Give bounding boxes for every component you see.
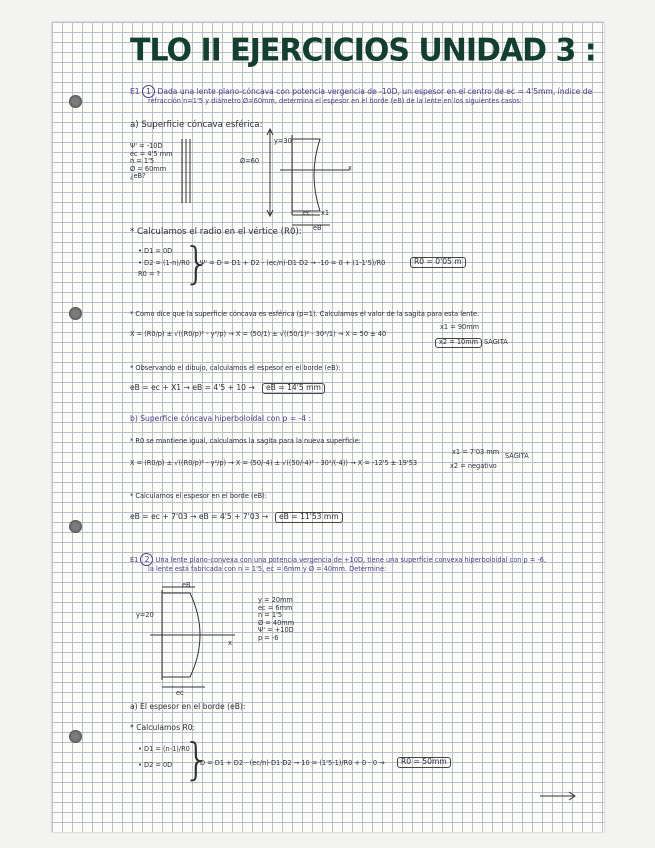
data-item: n = 1'5 xyxy=(258,611,283,620)
exercise-label: E1 xyxy=(130,556,139,564)
given-data-2 xyxy=(258,597,294,642)
list-item: • D1 = 0D xyxy=(138,247,173,255)
sketch-diameter-label: Ø=60 xyxy=(240,157,260,165)
sketch-y-label: y=20 xyxy=(136,611,154,619)
sketch-eb-label: eB xyxy=(313,224,322,232)
data-item: Ψ' = -10D xyxy=(130,142,163,150)
radius-heading-2: * Calculamos R0: xyxy=(130,723,196,732)
sketch-x-axis: x xyxy=(228,639,232,647)
radius-equation: Ψ' = D = D1 + D2 - (ec/n)·D1·D2 → -10 = 0 + (1-1'5)/R0 xyxy=(200,259,386,267)
part-b-eb-equation: eB = ec + 7'03 → eB = 4'5 + 7'03 → xyxy=(130,512,269,521)
binder-hole xyxy=(69,730,82,743)
radius-result: R0 = 0'05 m xyxy=(410,257,466,268)
sketch-y-label: y=30 xyxy=(274,137,292,145)
sagitta-equation: X = (R0/p) ± √((R0/p)² - y²/p) → X = (50/1) ± √((50/1)² - 30²/1) → X = 50 ± 40 xyxy=(130,330,387,338)
sketch-eb-label: eB xyxy=(182,581,191,589)
data-item: p = -6 xyxy=(258,633,279,642)
data-item: Ψ' = +10D xyxy=(258,626,294,635)
eb-result: eB = 14'5 mm xyxy=(262,383,325,394)
sketch-x1-label: x1 xyxy=(321,209,330,217)
part-b-eb-result: eB = 11'53 mm xyxy=(275,512,343,523)
continue-arrow-icon xyxy=(540,790,580,802)
sketch-x-axis: x xyxy=(348,164,352,172)
radius-result-2: R0 = 50mm xyxy=(397,757,451,768)
data-item: ec = 4'5 mm xyxy=(130,149,173,158)
statement-line: Una lente plano-convexa con una potencia vergencia de +10D, tiene una superficie convexa hiperboloidal con p = -6, xyxy=(155,556,547,564)
radius-heading: * Calculamos el radio en el vértice (R0): xyxy=(130,227,302,237)
statement-line: Dada una lente plano-cóncava con potencia vergencia de -10D, un espesor en el centro de ec = 4'5mm, índice de xyxy=(157,87,593,96)
lens-sketch-convex xyxy=(140,585,250,700)
list-item: • D2 = (1-n)/R0 xyxy=(138,258,190,267)
binder-hole xyxy=(69,307,82,320)
page-title: TLO II EJERCICIOS UNIDAD 3 : xyxy=(130,32,596,69)
sketch-ec-label: ec xyxy=(176,689,184,697)
part-b-edge-note: * Calculamos el espesor en el borde (eB): xyxy=(130,492,267,500)
part-a-heading: a) Superficie cóncava esférica: xyxy=(130,120,263,130)
binder-hole xyxy=(69,520,82,533)
sagitta-x2: x2 = 10mm xyxy=(435,338,482,348)
sketch-ec-label: ec xyxy=(303,209,311,217)
exercise-label: E1 xyxy=(130,87,140,96)
part-b-x1: x1 = 7'03 mm xyxy=(452,448,500,456)
sagitta-x1: x1 = 90mm xyxy=(440,323,480,331)
exercise-number: 2 xyxy=(140,553,153,566)
part-b-x2: x2 = negativo xyxy=(450,462,497,470)
data-item: ec = 6mm xyxy=(258,603,293,612)
data-item: y = 20mm xyxy=(258,596,293,604)
data-item: Ø = 40mm xyxy=(258,618,295,627)
exercise-number: 1 xyxy=(142,85,155,98)
part-b-note: * R0 se mantiene igual, calculamos la sagita para la nueva superficie: xyxy=(130,437,361,445)
data-item: ¿eB? xyxy=(130,172,146,181)
data-item: n = 1'5 xyxy=(130,157,155,166)
binder-hole xyxy=(69,95,82,108)
curly-brace: } xyxy=(183,238,211,289)
data-item: Ø = 60mm xyxy=(130,164,167,173)
eb-equation: eB = ec + X1 → eB = 4'5 + 10 → xyxy=(130,383,255,392)
part-b-equation: X = (R0/p) ± √((R0/p)² - y²/p) → X = (50/-4) ± √((50/-4)² - 30²/(-4)) → X = -12'5 ± 19'53 xyxy=(130,459,418,467)
part-a-heading-2: a) El espesor en el borde (eB): xyxy=(130,702,246,711)
statement-line: refracción n=1'5 y diámetro Ø=60mm, determina el espesor en el borde (eB) de la lente en los siguientes casos: xyxy=(148,97,522,105)
curly-brace: } xyxy=(183,734,211,785)
list-item: R0 = ? xyxy=(138,270,160,279)
sphere-note: * Como dice que la superficie cóncava es esférica (p=1). Calculamos el valor de la sagita para esta lente. xyxy=(130,310,480,318)
given-data xyxy=(130,143,173,181)
list-item: • D1 = (n-1)/R0 xyxy=(138,745,190,753)
statement-line: la lente está fabricada con n = 1'5, ec = 6mm y Ø = 40mm. Determine: xyxy=(148,565,387,573)
part-b-heading: b) Superficie cóncava hiperboloidal con p = -4 : xyxy=(130,414,312,423)
radius-equation-2: D = D1 + D2 - (ec/n)·D1·D2 → 10 = (1'5-1)/R0 + 0 - 0 → xyxy=(200,759,385,767)
draw-note: * Observando el dibujo, calculamos el espesor en el borde (eB): xyxy=(130,364,341,372)
part-b-sagitta-label: SAGITA xyxy=(505,452,529,460)
sagitta-label: SAGITA xyxy=(484,338,508,346)
list-item: • D2 = 0D xyxy=(138,760,173,769)
